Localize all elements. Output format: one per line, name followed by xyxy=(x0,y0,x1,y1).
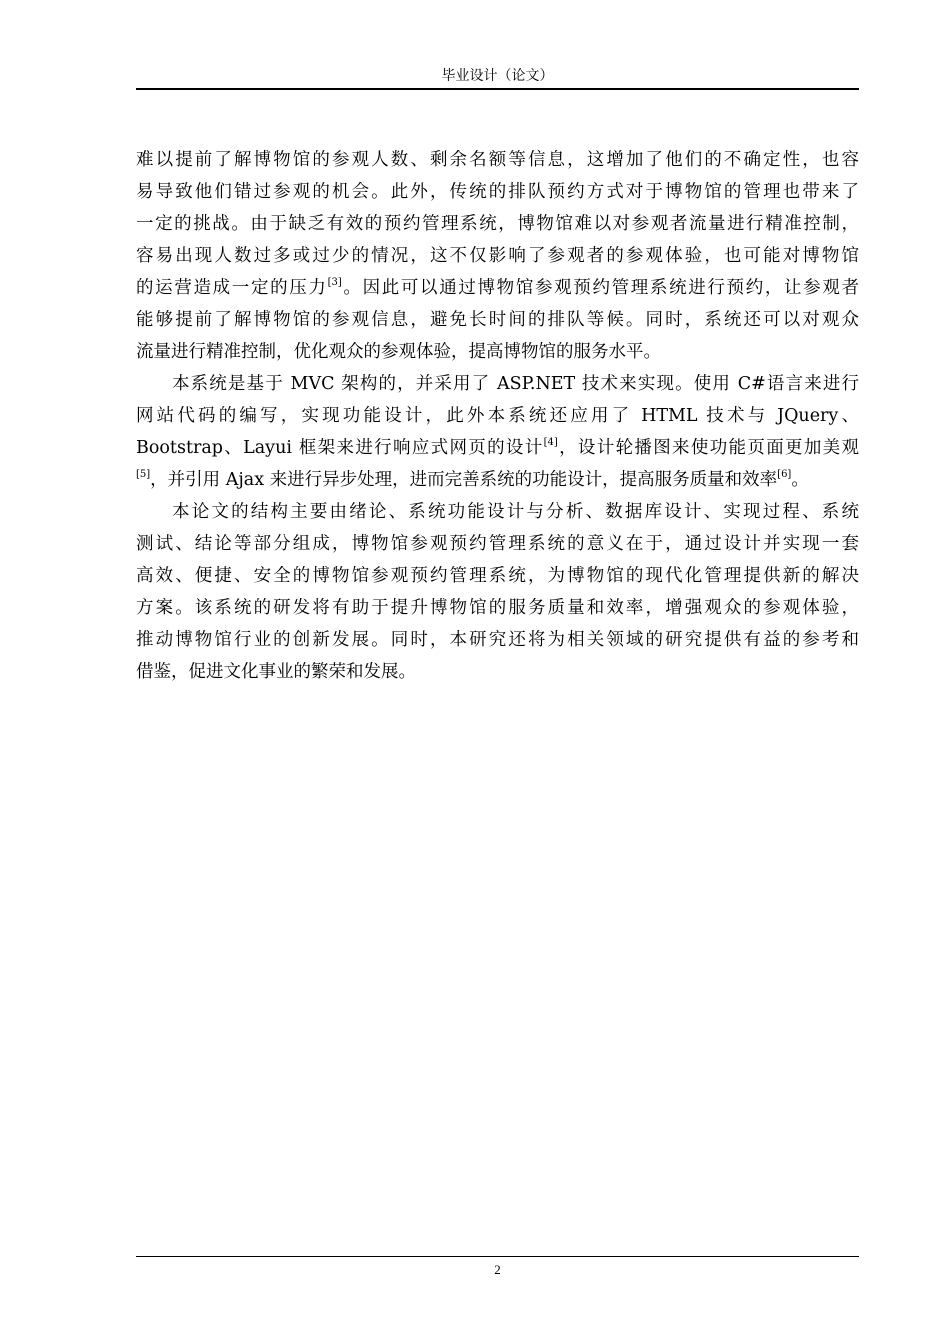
running-header-title: 毕业设计（论文） xyxy=(441,68,554,84)
page-number: 2 xyxy=(494,1262,501,1277)
citation-ref: [6] xyxy=(777,469,792,480)
text-line: 容易出现人数过多或过少的情况，这不仅影响了参观者的参观体验，也可能对博物馆 xyxy=(136,246,859,266)
text-line: 能够提前了解博物馆的参观信息，避免长时间的排队等候。同时，系统还可以对观众 xyxy=(136,310,859,330)
text-line: 易导致他们错过参观的机会。此外，传统的排队预约方式对于博物馆的管理也带来了 xyxy=(136,182,859,202)
text-line: 借鉴，促进文化事业的繁荣和发展。 xyxy=(136,662,416,682)
text-segment: Bootstrap、Layui 框架来进行响应式网页的设计 xyxy=(136,438,544,458)
text-line: 方案。该系统的研发将有助于提升博物馆的服务质量和效率，增强观众的参观体验， xyxy=(136,598,859,618)
text-line: 一定的挑战。由于缺乏有效的预约管理系统，博物馆难以对参观者流量进行精准控制， xyxy=(136,214,859,234)
text-line: 本系统是基于 MVC 架构的，并采用了 ASP.NET 技术来实现。使用 C#语言来进行 xyxy=(172,374,859,394)
text-segment: 。因此可以通过博物馆参观预约管理系统进行预约，让参观者 xyxy=(341,278,860,298)
citation-ref: [3] xyxy=(327,277,342,288)
text-segment: 的运营造成一定的压力 xyxy=(136,278,328,298)
text-segment: ，并引用 Ajax 来进行异步处理，进而完善系统的功能设计，提高服务质量和效率 xyxy=(150,470,778,490)
text-line xyxy=(136,464,859,496)
text-segment: 。 xyxy=(791,470,809,490)
text-line: 本论文的结构主要由绪论、系统功能设计与分析、数据库设计、实现过程、系统 xyxy=(172,502,859,522)
text-line: 推动博物馆行业的创新发展。同时，本研究还将为相关领域的研究提供有益的参考和 xyxy=(136,630,859,650)
text-line: 测试、结论等部分组成，博物馆参观预约管理系统的意义在于，通过设计并实现一套 xyxy=(136,534,859,554)
text-line: 高效、便捷、安全的博物馆参观预约管理系统，为博物馆的现代化管理提供新的解决 xyxy=(136,566,859,586)
text-line xyxy=(136,272,859,304)
text-line xyxy=(136,432,859,464)
text-line: 网站代码的编写，实现功能设计，此外本系统还应用了 HTML 技术与 JQuery、 xyxy=(136,406,859,426)
citation-ref: [5] xyxy=(136,469,151,480)
text-line: 难以提前了解博物馆的参观人数、剩余名额等信息，这增加了他们的不确定性，也容 xyxy=(136,150,859,170)
citation-ref: [4] xyxy=(543,437,558,448)
header-rule xyxy=(136,88,859,90)
footer-rule xyxy=(136,1256,859,1257)
text-segment: ，设计轮播图来使功能页面更加美观 xyxy=(557,438,859,458)
text-line: 流量进行精准控制，优化观众的参观体验，提高博物馆的服务水平。 xyxy=(136,342,661,362)
body-text xyxy=(136,144,859,688)
